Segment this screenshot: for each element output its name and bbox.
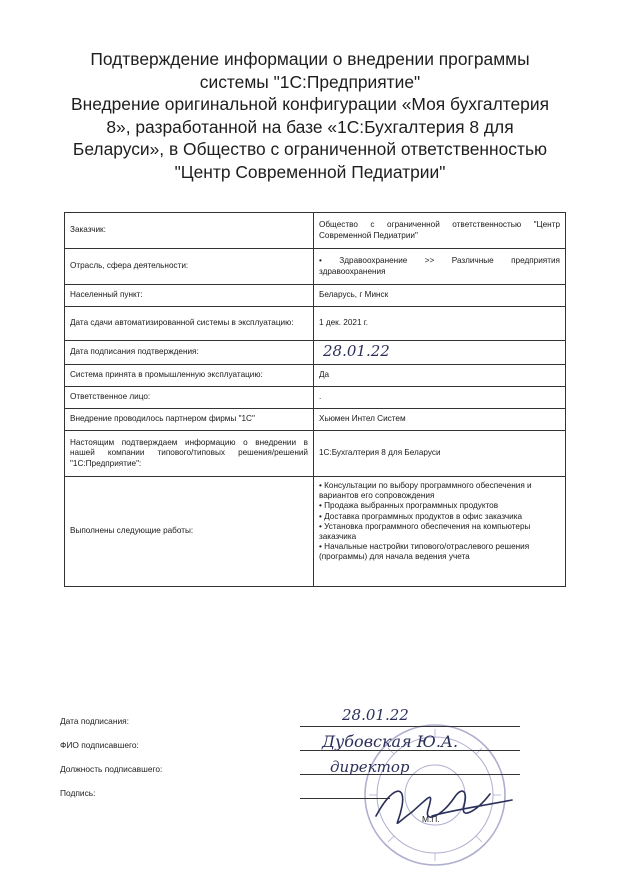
table-row [65,213,566,249]
accepted-label: Система принята в промышленную эксплуатацию: [65,365,314,387]
document-title [40,48,580,184]
responsible-label: Ответственное лицо: [65,387,314,409]
handwritten-signer-position: директор [330,758,410,776]
signature-label: Подпись: [60,788,96,798]
signer-name-label: ФИО подписавшего: [60,740,139,750]
list-item: • Установка программного обеспечения на компьютеры заказчика [319,522,560,542]
accepted-value: Да [314,365,566,387]
signature-scribble [372,776,522,836]
signed-date-label: Дата подписания подтверждения: [65,341,314,365]
works-list [319,481,560,563]
partner-label: Внедрение проводилось партнером фирмы "1С" [65,409,314,431]
table-row [65,431,566,477]
works-label: Выполнены следующие работы: [65,477,314,587]
city-label: Населенный пункт: [65,285,314,307]
table-row [65,387,566,409]
table-row [65,477,566,587]
handwritten-sign-date: 28.01.22 [342,706,409,724]
title-line-2: системы "1С:Предприятие" [199,71,421,92]
works-value [314,477,566,587]
title-line-6: "Центр Современной Педиатрии" [174,161,446,182]
responsible-value: . [314,387,566,409]
info-table [64,212,566,587]
list-item: • Консультации по выбору программного обеспечения и вариантов его сопровождения [319,481,560,501]
city-value: Беларусь, г Минск [314,285,566,307]
commission-date-value: 1 дек. 2021 г. [314,307,566,341]
handwritten-date: 28.01.22 [323,341,390,360]
confirm-value: 1С:Бухгалтерия 8 для Беларуси [314,431,566,477]
table-row [65,409,566,431]
list-item: • Доставка программных продуктов в офис заказчика [319,512,560,522]
handwritten-signer-name: Дубовская Ю.А. [322,732,459,751]
commission-date-label: Дата сдачи автоматизированной системы в эксплуатацию: [65,307,314,341]
signed-date-value [314,341,566,365]
table-row [65,249,566,285]
title-line-5: Беларуси», в Общество с ограниченной ответственностью [72,139,548,160]
title-line-4: 8», разработанной на базе «1С:Бухгалтерия 8 для [106,116,514,137]
stamp-place-label: М.П. [422,814,440,824]
customer-label: Заказчик: [65,213,314,249]
table-row [65,307,566,341]
list-item: • Начальные настройки типового/отраслевого решения (программы) для начала ведения учета [319,542,560,562]
industry-value: • Здравоохранение >> Различные предприятия здравоохранения [314,249,566,285]
table-row [65,365,566,387]
industry-label: Отрасль, сфера деятельности: [65,249,314,285]
title-line-3: Внедрение оригинальной конфигурации «Моя бухгалтерия [70,94,549,115]
sign-date-line [300,726,520,727]
signer-position-label: Должность подписавшего: [60,764,163,774]
partner-value: Хьюмен Интел Систем [314,409,566,431]
sign-date-label: Дата подписания: [60,716,129,726]
table-row [65,285,566,307]
table-row [65,341,566,365]
title-line-1: Подтверждение информации о внедрении программы [90,49,530,69]
confirm-label: Настоящим подтверждаем информацию о внедрении в нашей компании типового/типовых решения/решений "1С:Предприятие": [65,431,314,477]
customer-value: Общество с ограниченной ответственностью "Центр Современной Педиатрии" [314,213,566,249]
list-item: • Продажа выбранных программных продуктов [319,501,560,511]
